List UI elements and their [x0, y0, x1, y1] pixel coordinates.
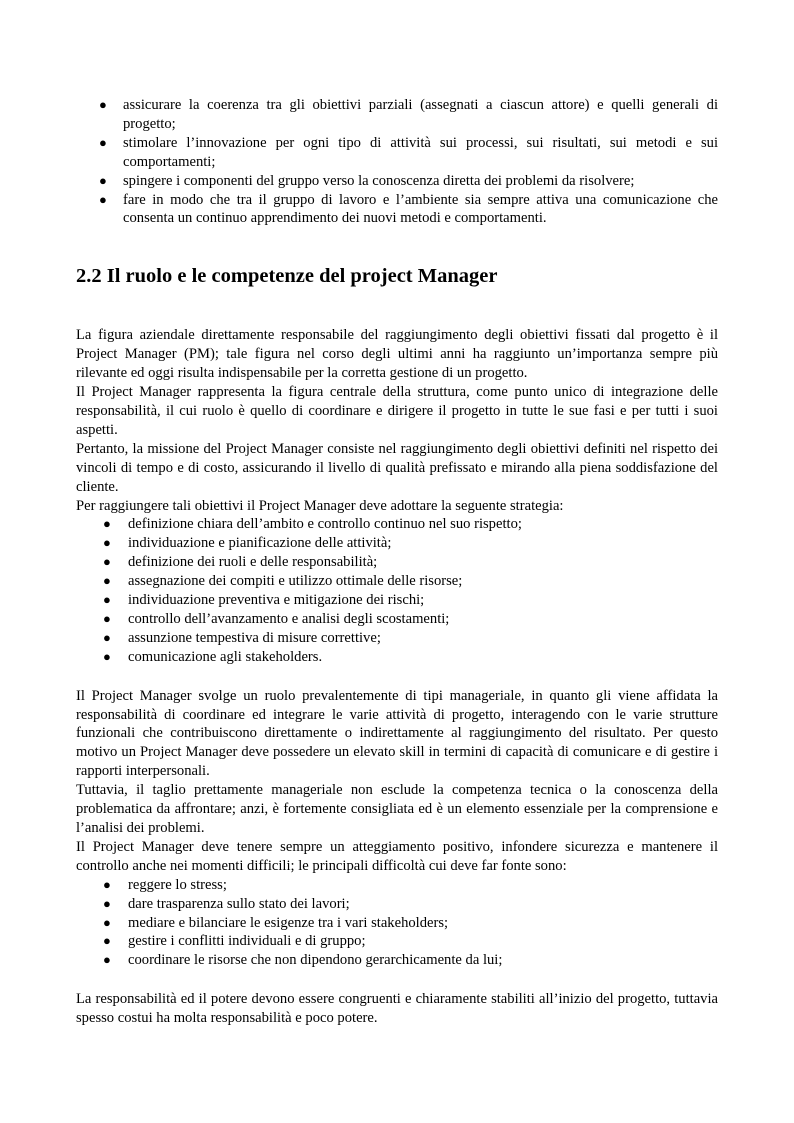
list-item [76, 914, 718, 933]
bullet-icon: ● [103, 610, 111, 626]
list-item-text: definizione dei ruoli e delle responsabilità; [128, 554, 378, 571]
list-item [76, 648, 718, 667]
list-item-text: individuazione preventiva e mitigazione dei rischi; [128, 592, 425, 609]
list-item [76, 572, 718, 591]
bullet-icon: ● [103, 592, 111, 608]
list-item [76, 172, 718, 191]
list-item-text: fare in modo che tra il gruppo di lavoro e l’ambiente sia sempre attiva una comunicazione che consenta un continuo apprendimento dei nuovi metodi e comportamenti. [123, 191, 718, 227]
bullet-icon: ● [99, 97, 107, 112]
list-item-text: gestire i conflitti individuali e di gruppo; [128, 933, 366, 950]
bullet-icon: ● [103, 895, 111, 911]
bullet-icon: ● [103, 648, 111, 664]
paragraph-pm-role: Il Project Manager rappresenta la figura centrale della struttura, come punto unico di integrazione delle responsabilità, il cui ruolo è quello di coordinare e dirigere il progetto in tutte le sue fasi e per tutti i suoi aspetti. [76, 384, 718, 438]
top-bullet-list [76, 96, 718, 228]
paragraph-pm-mission: Pertanto, la missione del Project Manager consiste nel raggiungimento degli obiettivi definiti nel rispetto dei vincoli di tempo e di costo, assicurando il livello di qualità prefissato e mirando alla piena soddisfazione del cliente. [76, 440, 718, 495]
list-item-text: comunicazione agli stakeholders. [128, 648, 323, 665]
list-item [76, 629, 718, 648]
list-item-text: dare trasparenza sullo stato dei lavori; [128, 895, 350, 912]
list-item-text: assegnazione dei compiti e utilizzo ottimale delle risorse; [128, 573, 463, 590]
paragraph-responsibility-power: La responsabilità ed il potere devono essere congruenti e chiaramente stabiliti all’inizio del progetto, tuttavia spesso costui ha molta responsabilità e poco potere. [76, 991, 718, 1027]
paragraph-technical-competence: Tuttavia, il taglio prettamente manageriale non esclude la competenza tecnica o la conoscenza della problematica da affrontare; anzi, è fortemente consigliata ed è un elemento essenziale per la comprensione e l’analisi dei problemi. [76, 782, 718, 836]
section-heading: 2.2 Il ruolo e le competenze del project Manager [76, 265, 498, 288]
bullet-icon: ● [103, 535, 111, 551]
list-item-text: reggere lo stress; [128, 876, 227, 893]
list-item-text: definizione chiara dell’ambito e controllo continuo nel suo rispetto; [128, 516, 522, 533]
bullet-icon: ● [103, 952, 111, 968]
difficulty-bullet-list [76, 876, 718, 971]
list-item-text: individuazione e pianificazione delle attività; [128, 535, 392, 552]
list-item [76, 515, 718, 534]
list-item-text: assicurare la coerenza tra gli obiettivi parziali (assegnati a ciascun attore) e quelli generali di progetto; [123, 97, 718, 132]
bullet-icon: ● [99, 172, 107, 188]
bullet-icon: ● [103, 573, 111, 589]
bullet-icon: ● [99, 191, 107, 207]
list-item [76, 876, 718, 895]
list-item [76, 96, 718, 134]
list-item [76, 534, 718, 553]
bullet-icon: ● [103, 914, 111, 930]
list-item [76, 895, 718, 914]
paragraph-strategy-intro: Per raggiungere tali obiettivi il Project Manager deve adottare la seguente strategia: [76, 497, 564, 514]
list-item-text: coordinare le risorse che non dipendono gerarchicamente da lui; [128, 952, 503, 969]
paragraph-difficulties-intro: Il Project Manager deve tenere sempre un atteggiamento positivo, infondere sicurezza e mantenere il controllo anche nei momenti difficili; le principali difficoltà cui deve far fonte sono: [76, 838, 718, 874]
document-page [76, 96, 718, 1028]
bullet-icon: ● [103, 516, 111, 532]
list-item [76, 932, 718, 951]
bullet-icon: ● [99, 134, 107, 150]
list-item-text: mediare e bilanciare le esigenze tra i vari stakeholders; [128, 914, 449, 931]
paragraph-managerial-role: Il Project Manager svolge un ruolo prevalentemente di tipi manageriale, in quanto gli viene affidata la responsabilità di coordinare ed integrare le varie attività di progetto, interagendo con le varie strutture funzionali che contribuiscono direttamente o indirettamente al raggiungimento del risultato. Per questo motivo un Project Manager deve possedere un elevato skill in termini di capacità di comunicare e di gestire i rapporti interpersonali. [76, 687, 718, 780]
list-item-text: stimolare l’innovazione per ogni tipo di attività sui processi, sui risultati, sui metodi e sui comportamenti; [123, 134, 718, 170]
list-item-text: spingere i componenti del gruppo verso la conoscenza diretta dei problemi da risolvere; [123, 172, 635, 189]
bullet-icon: ● [103, 629, 111, 645]
list-item-text: assunzione tempestiva di misure correttive; [128, 629, 381, 646]
paragraph-pm-definition: La figura aziendale direttamente responsabile del raggiungimento degli obiettivi fissati dal progetto è il Project Manager (PM); tale figura nel corso degli ultimi anni ha raggiunto un’importanza sempre più rilevante ed oggi risulta indispensabile per la corretta gestione di un progetto. [76, 327, 718, 382]
bullet-icon: ● [103, 554, 111, 570]
list-item [76, 610, 718, 629]
bullet-icon: ● [103, 933, 111, 949]
list-item [76, 553, 718, 572]
bullet-icon: ● [103, 876, 111, 892]
strategy-bullet-list [76, 515, 718, 666]
list-item [76, 134, 718, 172]
list-item [76, 951, 718, 970]
list-item [76, 191, 718, 229]
list-item-text: controllo dell’avanzamento e analisi degli scostamenti; [128, 610, 450, 627]
list-item [76, 591, 718, 610]
